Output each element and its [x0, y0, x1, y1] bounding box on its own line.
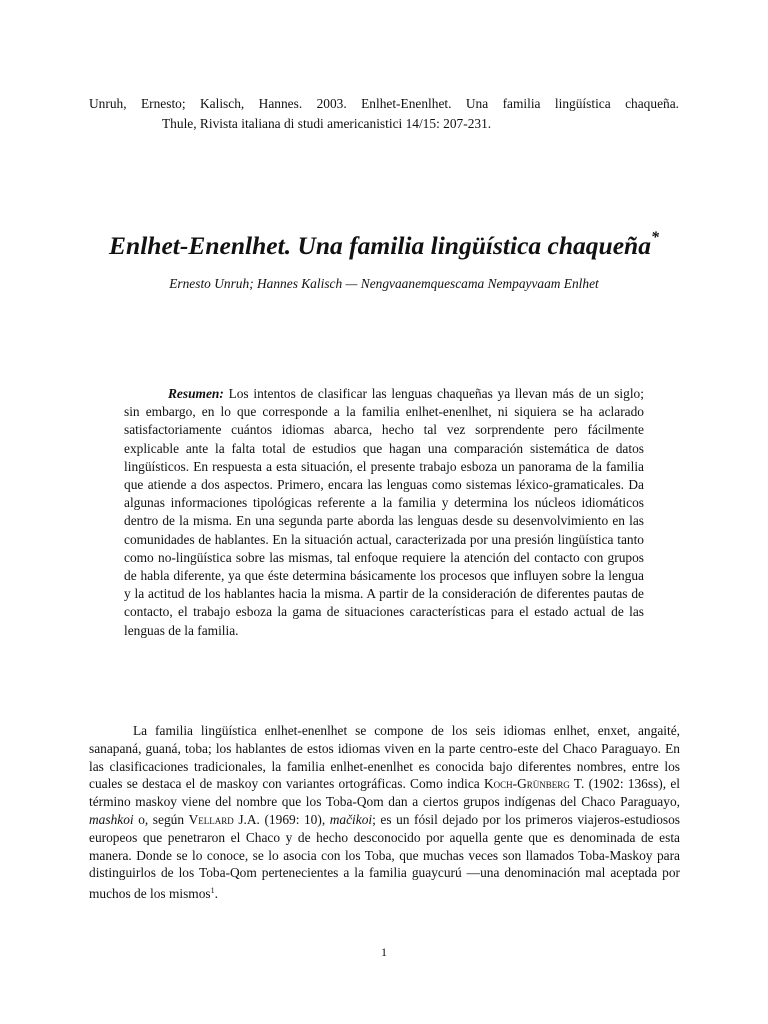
- authors-line: Ernesto Unruh; Hannes Kalisch — Nengvaanemquescama Nempayvaam Enlhet: [169, 276, 599, 291]
- body-text-1: La familia lingüística enlhet-enenlhet se compone de los seis idiomas enlhet, enxet, angaité, sanapaná, guaná, toba; los hablantes de estos idiomas viven en la parte centro-este del Chaco Paraguayo. En las clasificaciones tradicionales, la familia enlhet-enenlhet es conocida bajo diferentes nombres, entre los cuales se destaca el de maskoy con variantes ortográficas. Como indica: [89, 723, 680, 792]
- citation-line-1: Unruh, Ernesto; Kalisch, Hannes. 2003. Enlhet-Enenlhet. Una familia lingüística chaqueña.: [89, 96, 679, 111]
- term-mashkoi: mashkoi: [89, 811, 134, 827]
- abstract-text: Los intentos de clasificar las lenguas chaqueñas ya llevan más de un siglo; sin embargo, en lo que corresponde a la familia enlhet-enenlhet, ni siquiera se ha aclarado satisfactoriamente cuántos idiomas abarca, hecho tal vez sorprendente pero fácilmente explicable ante la falta total de estudios que hagan una comparación sistemática de datos lingüísticos. En respuesta a esta situación, el presente trabajo esboza un panorama de la familia que atiende a dos aspectos. Primero, encara las lenguas como sistemas léxico-gramaticales. Da algunas informaciones tipológicas referente a la familia y determina los núcleos idiomáticos dentro de la misma. En una segunda parte aborda las lenguas desde su desenvolvimiento en las comunidades de hablantes. En la situación actual, caracterizada por una presión lingüística tanto como no-lingüística sobre las mismas, tal enfoque requiere la atención del contacto con grupos de habla diferente, ya que éste determina básicamente los procesos que influyen sobre la lengua y la actitud de los hablantes hacia la misma. A partir de la consideración de diferentes pautas de contacto, el trabajo esboza la gama de situaciones características para el estado actual de las lenguas de la familia.: [124, 386, 644, 638]
- citation: [89, 94, 679, 134]
- citation-line-2: Thule, Rivista italiana di studi americanistici 14/15: 207-231.: [162, 116, 492, 131]
- paper-title: [0, 220, 768, 264]
- footnote-mark-1[interactable]: 1: [210, 886, 215, 896]
- term-macikoi: mačikoi: [329, 811, 373, 827]
- page-number: 1: [381, 945, 387, 959]
- body-text-5: ; es un fósil dejado por los primeros viajeros-estudiosos europeos que penetraron el Chaco y de hecho desconocido por aquella gente que es denominada de esta manera. Donde se lo conoce, se lo asocia con los Toba, que muchas veces son llamados Toba-Maskoy para distinguirlos de los Toba-Qom pertenecientes a la familia guaycurú —una denominación mal aceptada por muchos de los mismos: [89, 811, 681, 902]
- reference-vellard: Vellard J.A.: [188, 811, 260, 827]
- abstract: [124, 385, 644, 640]
- body-paragraph: [89, 722, 680, 903]
- body-text-2: (1902: 136ss), el término maskoy viene del nombre que los Toba-Qom dan a ciertos grupos indígenas del Chaco Paraguayo,: [89, 776, 681, 810]
- reference-koch-grunberg: Koch-Grünberg T.: [484, 776, 585, 792]
- body-text-3: o, según: [138, 811, 185, 827]
- body-text-end: .: [214, 886, 218, 902]
- paper-title-text: Enlhet-Enenlhet. Una familia lingüística chaqueña: [109, 231, 651, 260]
- abstract-label: Resumen:: [168, 386, 224, 401]
- title-footnote-mark[interactable]: *: [650, 229, 659, 246]
- body-text-4: (1969: 10),: [264, 811, 326, 827]
